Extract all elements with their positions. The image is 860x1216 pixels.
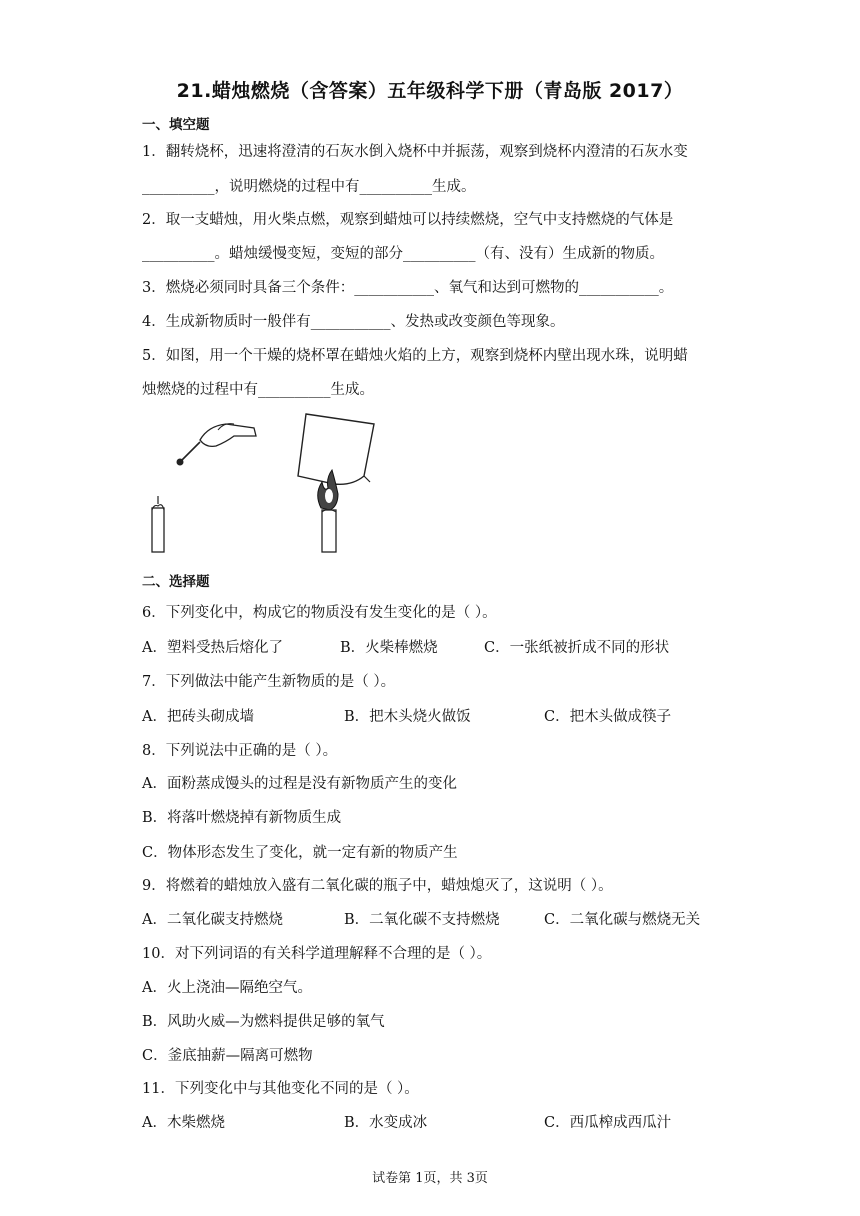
option-b[interactable]: B．把木头烧火做饭 (344, 709, 471, 725)
question-1-line-2: __________，说明燃烧的过程中有__________生成。 (142, 179, 476, 195)
question-5-line-2: 烛燃烧的过程中有__________生成。 (142, 382, 374, 398)
question-7-stem: 7．下列做法中能产生新物质的是（ ）。 (142, 674, 396, 690)
option-c[interactable]: C．西瓜榨成西瓜汁 (544, 1115, 672, 1131)
unlit-candle-icon (152, 496, 164, 552)
option-c[interactable]: C．物体形态发生了变化，就一定有新的物质产生 (142, 845, 458, 861)
option-a[interactable]: A．面粉蒸成馒头的过程是没有新物质产生的变化 (142, 776, 457, 792)
question-2-line-2: __________。蜡烛缓慢变短，变短的部分__________（有、没有）生成新的物质。 (142, 246, 664, 262)
question-8-stem: 8．下列说法中正确的是（ ）。 (142, 743, 338, 759)
option-a[interactable]: A．火上浇油—隔绝空气。 (142, 980, 312, 996)
question-4: 4．生成新物质时一般伴有___________、发热或改变颜色等现象。 (142, 314, 565, 330)
option-b[interactable]: B．二氧化碳不支持燃烧 (344, 912, 500, 928)
burning-candle-icon (318, 470, 338, 552)
option-c[interactable]: C．二氧化碳与燃烧无关 (544, 912, 701, 928)
question-1-line-1: 1．翻转烧杯，迅速将澄清的石灰水倒入烧杯中并振荡，观察到烧杯内澄清的石灰水变 (142, 144, 688, 160)
question-10-stem: 10．对下列词语的有关科学道理解释不合理的是（ ）。 (142, 946, 492, 962)
option-a[interactable]: A．把砖头砌成墙 (142, 709, 254, 725)
page-footer: 试卷第 1页，共 3页 (372, 1171, 488, 1186)
option-b[interactable]: B．风助火威—为燃料提供足够的氧气 (142, 1014, 385, 1030)
question-2-line-1: 2．取一支蜡烛，用火柴点燃，观察到蜡烛可以持续燃烧，空气中支持燃烧的气体是 (142, 212, 674, 228)
section-heading-fill-in: 一、填空题 (142, 117, 210, 133)
option-c[interactable]: C．一张纸被折成不同的形状 (484, 640, 670, 656)
option-c[interactable]: C．釜底抽薪—隔离可燃物 (142, 1048, 313, 1064)
question-9-stem: 9．将燃着的蜡烛放入盛有二氧化碳的瓶子中，蜡烛熄灭了，这说明（ ）。 (142, 878, 613, 894)
option-b[interactable]: B．将落叶燃烧掉有新物质生成 (142, 810, 342, 826)
option-a[interactable]: A．二氧化碳支持燃烧 (142, 912, 283, 928)
page-title: 21.蜡烛燃烧（含答案）五年级科学下册（青岛版 2017） (176, 80, 684, 102)
beaker-icon (298, 414, 374, 484)
question-5-line-1: 5．如图，用一个干燥的烧杯罩在蜡烛火焰的上方，观察到烧杯内壁出现水珠，说明蜡 (142, 348, 688, 364)
option-a[interactable]: A．塑料受热后熔化了 (142, 640, 283, 656)
candle-experiment-figure (138, 412, 388, 557)
section-heading-multiple-choice: 二、选择题 (142, 574, 210, 590)
option-a[interactable]: A．木柴燃烧 (142, 1115, 225, 1131)
option-b[interactable]: B．火柴棒燃烧 (340, 640, 438, 656)
hand-with-match-icon (177, 424, 257, 466)
question-6-stem: 6．下列变化中，构成它的物质没有发生变化的是（ ）。 (142, 605, 497, 621)
option-c[interactable]: C．把木头做成筷子 (544, 709, 672, 725)
option-b[interactable]: B．水变成冰 (344, 1115, 428, 1131)
question-11-stem: 11．下列变化中与其他变化不同的是（ ）。 (142, 1081, 419, 1097)
question-3: 3．燃烧必须同时具备三个条件：___________、氧气和达到可燃物的___________。 (142, 280, 674, 296)
